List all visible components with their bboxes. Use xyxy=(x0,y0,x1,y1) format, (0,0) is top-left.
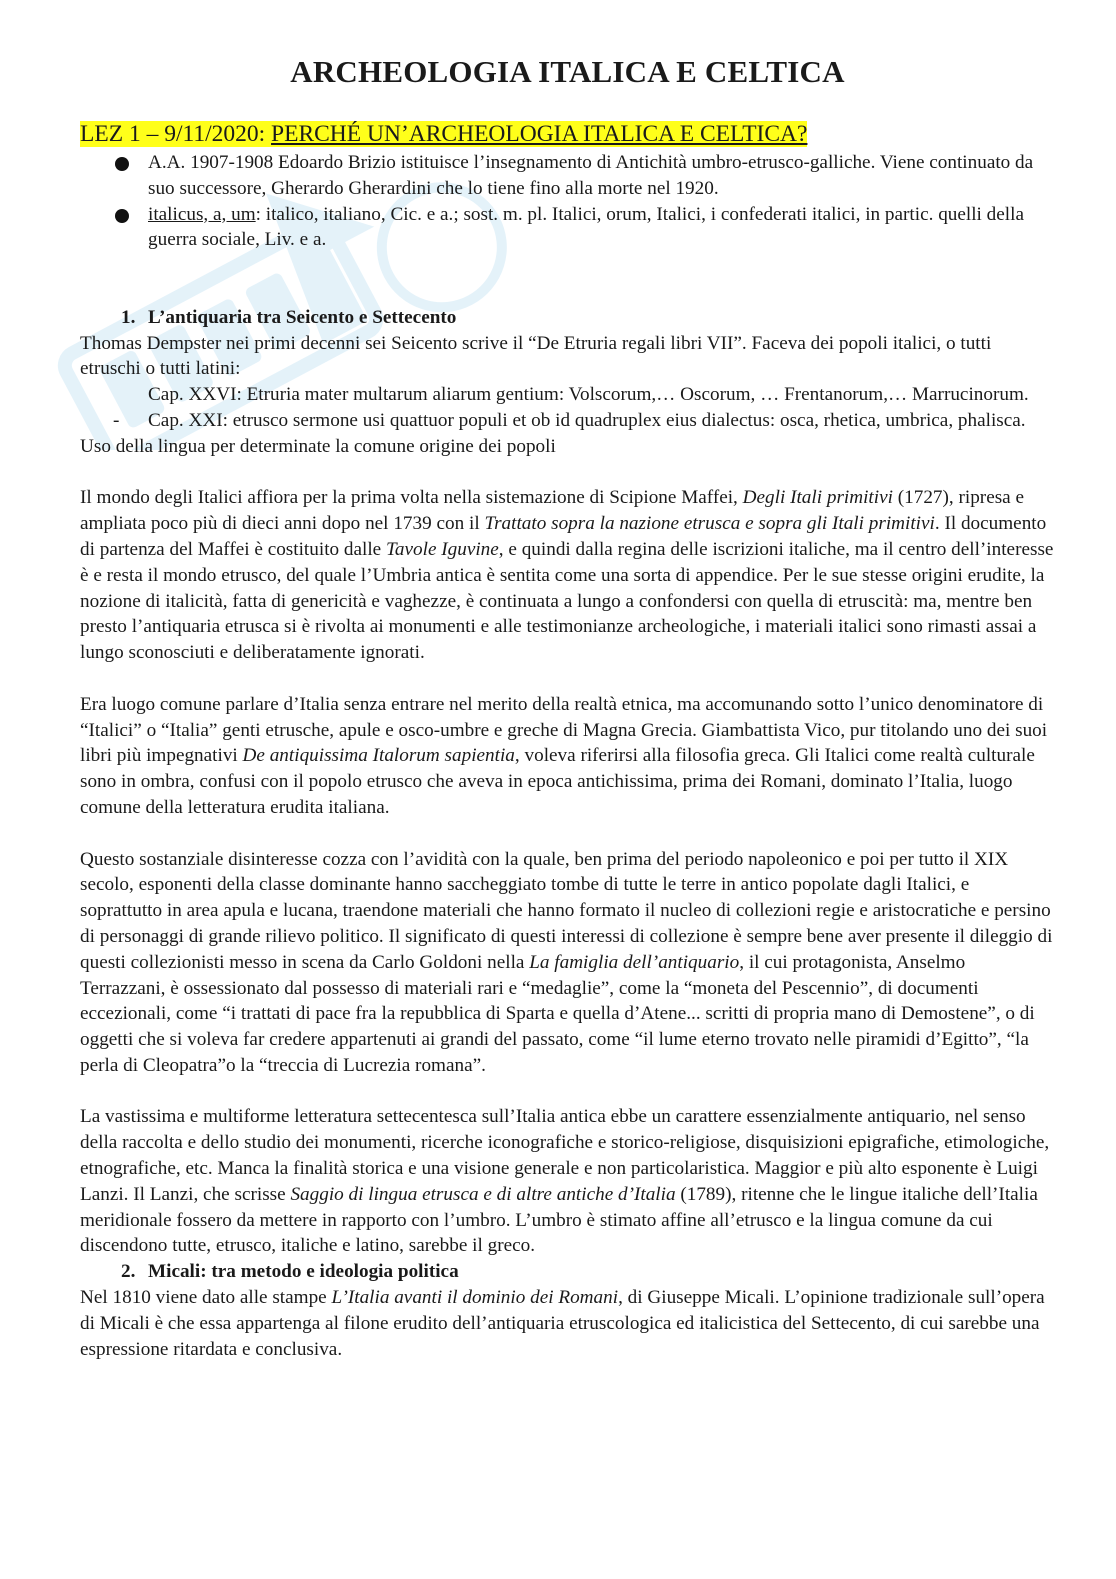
document-title: ARCHEOLOGIA ITALICA E CELTICA xyxy=(290,54,845,89)
book-title: De antiquissima Italorum sapientia xyxy=(242,745,515,767)
book-title: L’Italia avanti il dominio dei Romani xyxy=(331,1287,619,1309)
bullet-term: italicus, a, um xyxy=(148,203,256,225)
quote-item xyxy=(80,408,1055,434)
paragraph: Il mondo degli Italici affiora per la prima volta nella sistemazione di Scipione Maffei, Degli Itali primitivi (1727), ripresa e ampliata poco più di dieci anni dopo nel 1739 con il Trattato sopra la nazione etrusca e sopra gli Itali primitivi. Il documento di partenza del Maffei è costituito dalle Tavole Iguvine, e quindi dalla regina delle iscrizioni italiche, ma il centro dell’interesse è e resta il mondo etrusco, del quale l’Umbria antica è sentita come una sorta di appendice. Per le sue stesse origini erudite, la nozione di italicità, fatta di genericità e vaghezze, è continuata a lungo a confondersi con quella di etruscità: ma, mentre ben presto l’antiquaria etrusca si è rivolta ai monumenti e alle testimonianze archeologiche, i materiali italici sono rimasti assai a lungo sconosciuti e deliberatamente ignorati. xyxy=(80,487,1054,664)
paragraph: La vastissima e multiforme letteratura settecentesca sull’Italia antica ebbe un carattere essenzialmente antiquario, nel senso della raccolta e dello studio dei monumenti, ricerche iconografiche e storico-religiose, disquisizioni epigrafiche, etimologiche, etnografiche, etc. Manca la finalità storica e una visione generale e non particolaristica. Maggior e più alto esponente è Luigi Lanzi. Il Lanzi, che scrisse Saggio di lingua etrusca e di altre antiche d’Italia (1789), ritenne che le lingue italiche dell’Italia meridionale fossero da mettere in rapporto con l’umbro. L’umbro è stimato affine all’etrusco e la lingua comune da cui discendono tutte, etrusco, italiche e latino, sarebbe il greco. xyxy=(80,1106,1050,1257)
document-page xyxy=(80,50,1055,1362)
bullet-text: A.A. 1907-1908 Edoardo Brizio istituisce l’insegnamento di Antichità umbro-etrusco-galliche. Viene continuato da suo successore, Gherardo Gherardini che lo tiene fino alla morte nel 1920. xyxy=(148,152,1034,199)
bullet-list xyxy=(80,150,1055,253)
quote-item: Cap. XXVI: Etruria mater multarum aliarum gentium: Volscorum,… Oscorum, … Frentanorum,… Marrucinorum. xyxy=(148,384,1029,406)
paragraph: Uso della lingua per determinate la comune origine dei popoli xyxy=(80,435,556,457)
lecture-label: LEZ 1 – 9/11/2020: xyxy=(80,121,272,147)
book-title: La famiglia dell’antiquario xyxy=(529,951,740,973)
bullet-icon xyxy=(115,157,129,171)
bullet-text: : italico, italiano, Cic. e a.; sost. m. pl. Italici, orum, Italici, i confederati italici, in partic. quelli della guerra sociale, Liv. e a. xyxy=(148,203,1024,251)
bullet-icon xyxy=(115,209,129,223)
book-title: Trattato sopra la nazione etrusca e sopra gli Itali primitivi xyxy=(484,513,935,535)
quote-text: Cap. XXI: etrusco sermone usi quattuor populi et ob id quadruplex eius dialectus: osca, rhetica, umbrica, phalisca. xyxy=(148,409,1026,431)
lecture-heading xyxy=(80,118,1055,150)
paragraph: Nel 1810 viene dato alle stampe L’Italia avanti il dominio dei Romani, di Giuseppe Micali. L’opinione tradizionale sull’opera di Micali è che essa appartenga al filone erudito dell’antiquaria etruscologica ed italicistica del Settecento, di cui sarebbe una espressione ritardata e conclusiva. xyxy=(80,1287,1045,1360)
dash-marker: - xyxy=(113,409,120,431)
section-heading xyxy=(80,1259,1055,1285)
section-title: Micali: tra metodo e ideologia politica xyxy=(148,1261,459,1283)
paragraph: Thomas Dempster nei primi decenni sei Seicento scrive il “De Etruria regali libri VII”. Faceva dei popoli italici, o tutti etruschi o tutti latini: xyxy=(80,332,992,380)
section-title: L’antiquaria tra Seicento e Settecento xyxy=(148,306,457,328)
book-title: Saggio di lingua etrusca e di altre antiche d’Italia xyxy=(290,1183,676,1205)
list-item xyxy=(80,202,1055,254)
lecture-topic: PERCHÉ UN’ARCHEOLOGIA ITALICA E CELTICA? xyxy=(271,121,808,147)
section-heading xyxy=(80,305,1055,331)
list-item xyxy=(80,150,1055,202)
book-title: Degli Itali primitivi xyxy=(742,487,893,509)
book-title: Tavole Iguvine xyxy=(386,538,499,560)
section-number: 2. xyxy=(121,1261,136,1283)
section-number: 1. xyxy=(121,306,136,328)
paragraph: Questo sostanziale disinteresse cozza con l’avidità con la quale, ben prima del periodo napoleonico e poi per tutto il XIX secolo, esponenti della classe dominante hanno saccheggiato tombe di tutte le terre in antico popolate dagli Italici, e soprattutto in area apula e lucana, traendone materiali che hanno formato il nucleo di collezioni regie e aristocratiche e persino di personaggi di grande rilievo politico. Il significato di questi interessi di collezione è sempre bene aver presente il dileggio di questi collezionisti messo in scena da Carlo Goldoni nella La famiglia dell’antiquario, il cui protagonista, Anselmo Terrazzani, è ossessionato dal possesso di materiali rari e “medaglie”, come la “moneta del Pescennio”, di documenti eccezionali, come “i trattati di pace fra la repubblica di Sparta e quella d’Atene... scritti di propria mano di Demostene”, o di oggetti che si voleva far credere appartenuti ai grandi del passato, come “il lume eterno trovato nelle piramidi d’Egitto”, “la perla di Cleopatra”o la “treccia di Lucrezia romana”. xyxy=(80,848,1053,1076)
paragraph: Era luogo comune parlare d’Italia senza entrare nel merito della realtà etnica, ma accomunando sotto l’unico denominatore di “Italici” o “Italia” genti etrusche, apule e osco-umbre e greche di Magna Grecia. Giambattista Vico, pur titolando uno dei suoi libri più impegnativi De antiquissima Italorum sapientia, voleva riferirsi alla filosofia greca. Gli Italici come realtà culturale sono in ombra, confusi con il popolo etrusco che aveva in epoca antichissima, prima dei Romani, dominato l’Italia, luogo comune della letteratura erudita italiana. xyxy=(80,693,1048,818)
